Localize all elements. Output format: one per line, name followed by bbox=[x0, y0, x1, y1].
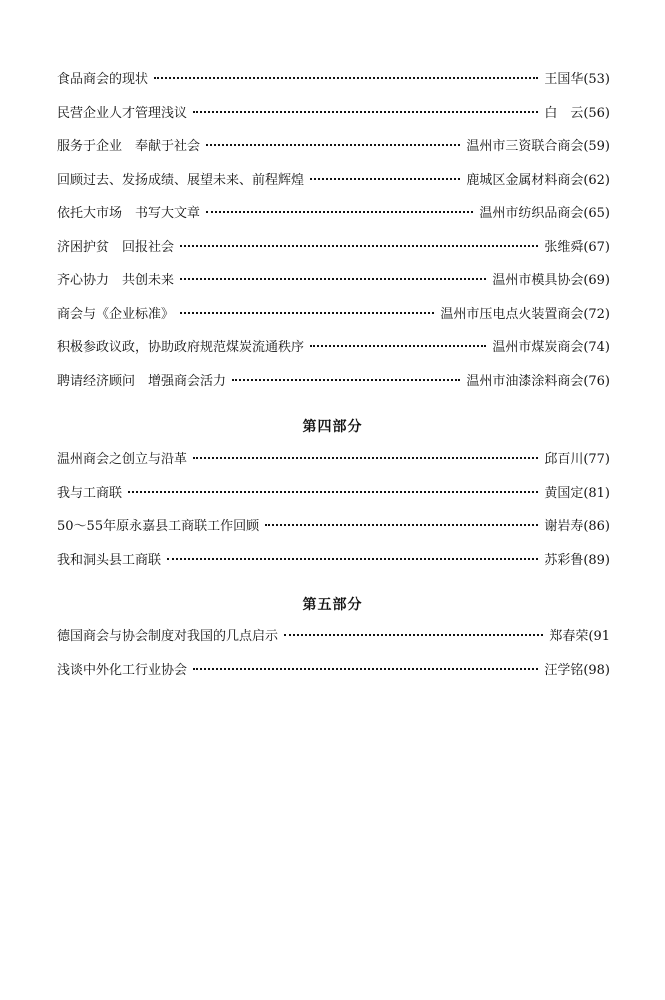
entry-author-page: 郑春荣(91 bbox=[549, 629, 610, 644]
entry-title: 齐心协力 共创未来 bbox=[57, 273, 175, 288]
toc-entry bbox=[57, 443, 610, 477]
toc-entry bbox=[57, 264, 610, 298]
dot-leader bbox=[154, 77, 538, 79]
toc-entry bbox=[57, 544, 610, 578]
dot-leader bbox=[310, 178, 460, 180]
dot-leader bbox=[310, 345, 486, 347]
entry-title: 回顾过去、发扬成绩、展望未来、前程辉煌 bbox=[57, 172, 305, 188]
dot-leader bbox=[206, 144, 460, 146]
dot-leader bbox=[167, 558, 538, 560]
entry-author-page: 温州市纺织品商会(65) bbox=[479, 206, 610, 221]
dot-leader bbox=[193, 111, 538, 113]
toc-entry bbox=[57, 620, 610, 654]
entry-title: 食品商会的现状 bbox=[57, 72, 149, 87]
dot-leader bbox=[232, 379, 460, 381]
entry-title: 商会与《企业标准》 bbox=[57, 306, 175, 322]
entry-author-page: 王国华(53) bbox=[544, 72, 610, 87]
entry-author-page: 温州市三资联合商会(59) bbox=[466, 139, 610, 154]
entry-title: 我和洞头县工商联 bbox=[57, 552, 162, 568]
dot-leader bbox=[193, 668, 538, 670]
toc-group-part5 bbox=[57, 620, 610, 687]
entry-author-page: 邱百川(77) bbox=[544, 452, 610, 467]
toc-entry bbox=[57, 654, 610, 688]
dot-leader bbox=[180, 245, 538, 247]
entry-title: 依托大市场 书写大文章 bbox=[57, 206, 201, 221]
toc-entry bbox=[57, 331, 610, 365]
entry-author-page: 白 云(56) bbox=[544, 105, 610, 121]
entry-title: 民营企业人才管理浅议 bbox=[57, 105, 188, 121]
entry-author-page: 温州市煤炭商会(74) bbox=[492, 340, 610, 355]
dot-leader bbox=[265, 524, 538, 526]
toc-entry bbox=[57, 130, 610, 164]
section-heading-part5: 第五部分 bbox=[302, 597, 363, 613]
entry-title: 聘请经济顾问 增强商会活力 bbox=[57, 373, 227, 389]
entry-author-page: 汪学铭(98) bbox=[544, 662, 610, 678]
toc-group-part3 bbox=[57, 63, 610, 398]
entry-author-page: 温州市油漆涂料商会(76) bbox=[466, 373, 610, 389]
entry-title: 德国商会与协会制度对我国的几点启示 bbox=[57, 629, 279, 644]
entry-author-page: 谢岩寿(86) bbox=[544, 519, 610, 534]
dot-leader bbox=[128, 491, 538, 493]
dot-leader bbox=[284, 634, 543, 636]
dot-leader bbox=[193, 457, 538, 459]
toc-entry bbox=[57, 63, 610, 97]
toc-entry bbox=[57, 97, 610, 131]
entry-author-page: 鹿城区金属材料商会(62) bbox=[466, 172, 610, 188]
toc-entry bbox=[57, 510, 610, 544]
toc-entry bbox=[57, 298, 610, 332]
toc-entry bbox=[57, 231, 610, 265]
toc-entry bbox=[57, 164, 610, 198]
section-heading-part4: 第四部分 bbox=[302, 419, 363, 435]
toc-entry bbox=[57, 365, 610, 399]
entry-title: 温州商会之创立与沿革 bbox=[57, 452, 188, 467]
dot-leader bbox=[180, 312, 434, 314]
dot-leader bbox=[206, 211, 473, 213]
entry-author-page: 温州市压电点火装置商会(72) bbox=[440, 306, 610, 322]
toc-entry bbox=[57, 477, 610, 511]
entry-author-page: 黄国定(81) bbox=[544, 485, 610, 501]
entry-title: 浅谈中外化工行业协会 bbox=[57, 662, 188, 678]
toc-entry bbox=[57, 197, 610, 231]
entry-title: 我与工商联 bbox=[57, 485, 123, 501]
entry-author-page: 温州市模具协会(69) bbox=[492, 273, 610, 288]
entry-author-page: 苏彩鲁(89) bbox=[544, 552, 610, 568]
entry-title: 服务于企业 奉献于社会 bbox=[57, 139, 201, 154]
entry-title: 积极参政议政，协助政府规范煤炭流通秩序 bbox=[57, 340, 305, 355]
toc-group-part4 bbox=[57, 443, 610, 577]
entry-title: 50～55年原永嘉县工商联工作回顾 bbox=[57, 519, 260, 534]
entry-title: 济困护贫 回报社会 bbox=[57, 239, 175, 255]
dot-leader bbox=[180, 278, 486, 280]
entry-author-page: 张维舜(67) bbox=[544, 239, 610, 255]
